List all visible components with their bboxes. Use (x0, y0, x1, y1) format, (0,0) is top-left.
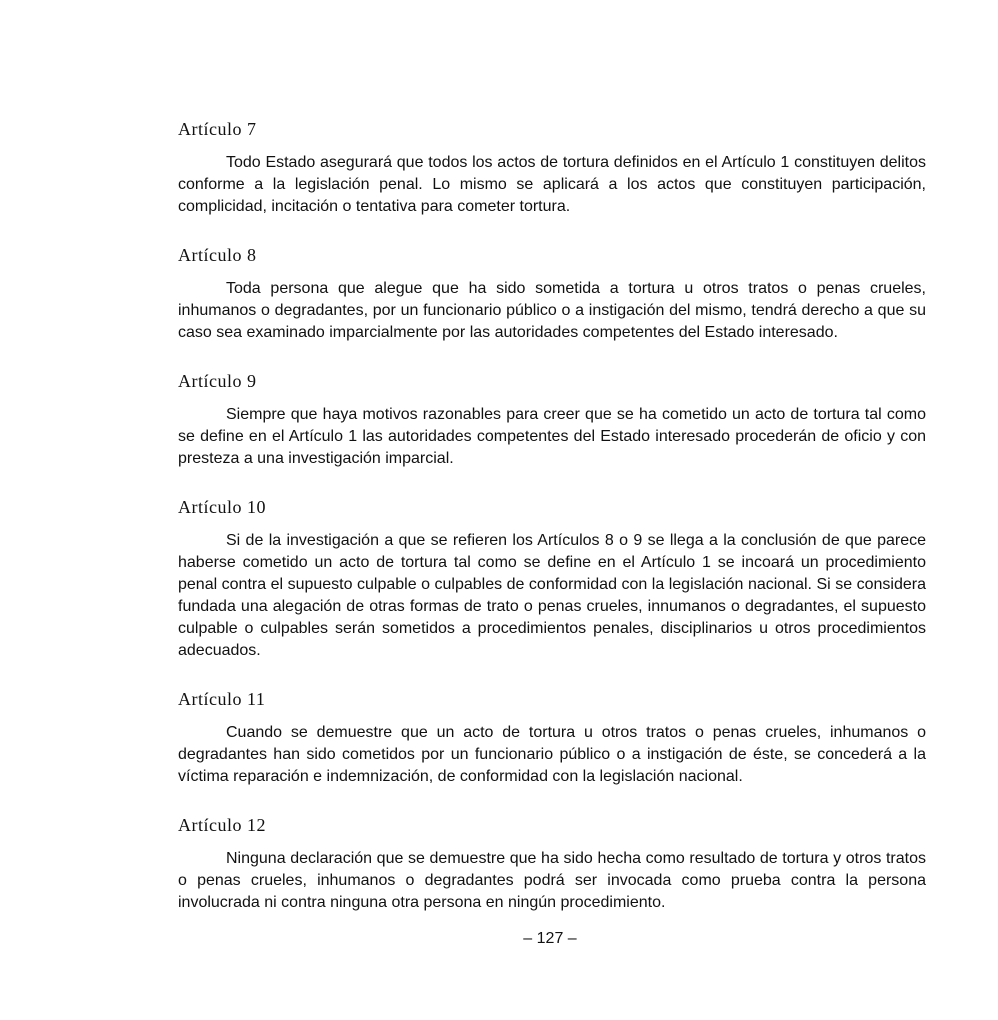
article-8 (178, 242, 926, 344)
article-heading: Artículo 12 (178, 815, 266, 835)
article-7 (178, 116, 926, 218)
document-page (178, 116, 926, 938)
article-heading: Artículo 9 (178, 371, 257, 391)
article-heading: Artículo 8 (178, 245, 257, 265)
article-heading: Artículo 7 (178, 119, 257, 139)
article-text: Siempre que haya motivos razonables para creer que se ha cometido un acto de tortura tal como se define en el Artículo 1 las autoridades competentes del Estado interesado procederán de oficio y con presteza a una investigación imparcial. (178, 406, 926, 467)
article-heading: Artículo 11 (178, 689, 266, 709)
article-text: Ninguna declaración que se demuestre que ha sido hecha como resultado de tortura y otros tratos o penas crueles, inhumanos o degradantes podrá ser invocada como prueba contra la persona involucrada ni contra ninguna otra persona en ningún procedimiento. (178, 850, 926, 911)
article-text: Todo Estado asegurará que todos los actos de tortura definidos en el Artículo 1 constituyen delitos conforme a la legislación penal. Lo mismo se aplicará a los actos que constituyen participación, complicidad, incitación o tentativa para cometer tortura. (178, 154, 926, 215)
article-11 (178, 686, 926, 788)
page-number: – 127 – (523, 930, 577, 947)
article-12 (178, 812, 926, 914)
article-text: Si de la investigación a que se refieren los Artículos 8 o 9 se llega a la conclusión de que parece haberse cometido un acto de tortura tal como se define en el Artículo 1 se incoará un procedimiento penal contra el supuesto culpable o culpables de conformidad con la legislación nacional. Si se considera fundada una alegación de otras formas de trato o penas crueles, innumanos o degradantes, el supuesto culpable o culpables serán sometidos a procedimientos penales, disciplinarios u otros procedimientos adecuados. (178, 532, 926, 659)
article-heading: Artículo 10 (178, 497, 266, 517)
article-text: Toda persona que alegue que ha sido sometida a tortura u otros tratos o penas crueles, inhumanos o degradantes, por un funcionario público o a instigación del mismo, tendrá derecho a que su caso sea examinado imparcialmente por las autoridades competentes del Estado interesado. (178, 280, 926, 341)
article-10 (178, 494, 926, 662)
article-9 (178, 368, 926, 470)
article-text: Cuando se demuestre que un acto de tortura u otros tratos o penas crueles, inhumanos o degradantes han sido cometidos por un funcionario público o a instigación de éste, se concederá a la víctima reparación e indemnización, de conformidad con la legislación nacional. (178, 724, 926, 785)
